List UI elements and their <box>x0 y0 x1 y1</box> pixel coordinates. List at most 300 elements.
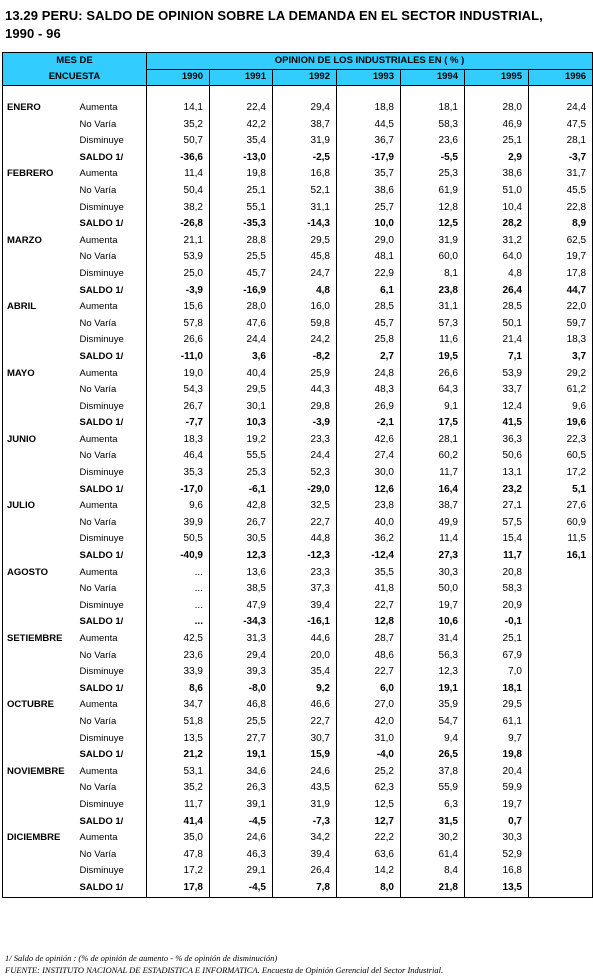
value-cell: 50,5 <box>147 531 210 548</box>
value-cell: 60,0 <box>401 249 465 266</box>
value-cell <box>529 830 593 847</box>
value-cell: 12,8 <box>337 614 401 631</box>
table-row <box>3 863 593 880</box>
row-label: Disminuye <box>78 598 147 615</box>
value-cell: 27,7 <box>210 731 273 748</box>
table-row <box>3 531 593 548</box>
value-cell: -2,1 <box>337 415 401 432</box>
value-cell: 20,4 <box>465 764 529 781</box>
value-cell <box>529 598 593 615</box>
row-label: Disminuye <box>78 664 147 681</box>
value-cell: 12,3 <box>401 664 465 681</box>
row-label: No Varía <box>78 448 147 465</box>
value-cell: -13,0 <box>210 150 273 167</box>
row-label: No Varía <box>78 714 147 731</box>
value-cell: 12,5 <box>401 216 465 233</box>
row-label: Disminuye <box>78 731 147 748</box>
month-cell <box>3 382 78 399</box>
row-label: Aumenta <box>78 432 147 449</box>
value-cell: 30,7 <box>273 731 337 748</box>
table-row <box>3 366 593 383</box>
value-cell <box>529 581 593 598</box>
month-label: AGOSTO <box>3 565 78 582</box>
table-row <box>3 747 593 764</box>
table-row <box>3 598 593 615</box>
month-cell <box>3 648 78 665</box>
value-cell: 24,6 <box>273 764 337 781</box>
year-header: 1993 <box>337 69 401 86</box>
value-cell: 61,9 <box>401 183 465 200</box>
table-row <box>3 465 593 482</box>
value-cell: 12,3 <box>210 548 273 565</box>
month-cell <box>3 664 78 681</box>
value-cell: 19,8 <box>465 747 529 764</box>
table-row <box>3 814 593 831</box>
value-cell: 25,3 <box>401 166 465 183</box>
value-cell: 25,8 <box>337 332 401 349</box>
value-cell: 39,9 <box>147 515 210 532</box>
value-cell: 27,4 <box>337 448 401 465</box>
value-cell: ... <box>147 565 210 582</box>
value-cell: 31,1 <box>401 299 465 316</box>
value-cell: 37,8 <box>401 764 465 781</box>
value-cell <box>529 648 593 665</box>
table-row <box>3 614 593 631</box>
row-label: Aumenta <box>78 233 147 250</box>
month-cell <box>3 150 78 167</box>
value-cell <box>529 863 593 880</box>
value-cell: 17,2 <box>147 863 210 880</box>
spacer-cell <box>3 86 78 101</box>
value-cell: 29,8 <box>273 399 337 416</box>
spacer-cell <box>78 86 147 101</box>
value-cell: 43,5 <box>273 780 337 797</box>
value-cell: 26,4 <box>465 283 529 300</box>
value-cell: 31,5 <box>401 814 465 831</box>
value-cell: 35,7 <box>337 166 401 183</box>
value-cell: 27,1 <box>465 498 529 515</box>
value-cell: 49,9 <box>401 515 465 532</box>
month-cell <box>3 332 78 349</box>
value-cell: 8,0 <box>337 880 401 897</box>
value-cell: -5,5 <box>401 150 465 167</box>
month-label: NOVIEMBRE <box>3 764 78 781</box>
value-cell: 40,4 <box>210 366 273 383</box>
value-cell <box>529 764 593 781</box>
value-cell: 38,6 <box>337 183 401 200</box>
row-label: No Varía <box>78 581 147 598</box>
value-cell: 15,6 <box>147 299 210 316</box>
value-cell: 39,1 <box>210 797 273 814</box>
value-cell <box>529 747 593 764</box>
value-cell: 28,2 <box>465 216 529 233</box>
value-cell: 64,3 <box>401 382 465 399</box>
value-cell: 19,1 <box>210 747 273 764</box>
value-cell: 55,9 <box>401 780 465 797</box>
table-title <box>5 7 543 43</box>
value-cell: 62,3 <box>337 780 401 797</box>
row-label: No Varía <box>78 847 147 864</box>
table-row <box>3 448 593 465</box>
value-cell: 50,1 <box>465 316 529 333</box>
value-cell: 50,0 <box>401 581 465 598</box>
row-label: Disminuye <box>78 797 147 814</box>
table-row <box>3 349 593 366</box>
table-row <box>3 100 593 117</box>
value-cell: 4,8 <box>273 283 337 300</box>
year-header: 1991 <box>210 69 273 86</box>
spacer-cell <box>273 86 337 101</box>
table-row <box>3 515 593 532</box>
value-cell: 31,1 <box>273 200 337 217</box>
row-label: SALDO 1/ <box>78 349 147 366</box>
value-cell: 57,3 <box>401 316 465 333</box>
month-cell <box>3 482 78 499</box>
value-cell: 22,7 <box>273 714 337 731</box>
spacer-cell <box>337 86 401 101</box>
value-cell: 62,5 <box>529 233 593 250</box>
spacer-cell <box>147 86 210 101</box>
value-cell: 12,7 <box>337 814 401 831</box>
value-cell: 19,0 <box>147 366 210 383</box>
value-cell: 27,3 <box>401 548 465 565</box>
value-cell: 42,5 <box>147 631 210 648</box>
value-cell: 16,4 <box>401 482 465 499</box>
value-cell: 25,7 <box>337 200 401 217</box>
mes-header-line-1: MES DE <box>56 55 93 66</box>
row-label: No Varía <box>78 382 147 399</box>
table-row <box>3 631 593 648</box>
value-cell: 50,4 <box>147 183 210 200</box>
table-row <box>3 681 593 698</box>
value-cell: 9,7 <box>465 731 529 748</box>
month-cell <box>3 731 78 748</box>
table-row <box>3 283 593 300</box>
value-cell: 26,5 <box>401 747 465 764</box>
value-cell: -4,5 <box>210 814 273 831</box>
value-cell: 33,9 <box>147 664 210 681</box>
month-cell <box>3 266 78 283</box>
value-cell: 19,5 <box>401 349 465 366</box>
month-label: ABRIL <box>3 299 78 316</box>
row-label: Disminuye <box>78 200 147 217</box>
value-cell: 57,5 <box>465 515 529 532</box>
title-line-2: 1990 - 96 <box>5 26 61 41</box>
value-cell: 28,1 <box>529 133 593 150</box>
value-cell: 23,6 <box>147 648 210 665</box>
value-cell: 8,9 <box>529 216 593 233</box>
value-cell: 21,1 <box>147 233 210 250</box>
value-cell: 22,9 <box>337 266 401 283</box>
value-cell: 12,4 <box>465 399 529 416</box>
value-cell: 51,8 <box>147 714 210 731</box>
value-cell: 19,7 <box>529 249 593 266</box>
month-label: OCTUBRE <box>3 697 78 714</box>
value-cell: 4,8 <box>465 266 529 283</box>
value-cell: 26,3 <box>210 780 273 797</box>
value-cell: 40,0 <box>337 515 401 532</box>
table-row <box>3 548 593 565</box>
year-header: 1990 <box>147 69 210 86</box>
row-label: Aumenta <box>78 565 147 582</box>
value-cell: 31,4 <box>401 631 465 648</box>
value-cell: 28,7 <box>337 631 401 648</box>
value-cell <box>529 697 593 714</box>
value-cell: 6,1 <box>337 283 401 300</box>
month-label: MAYO <box>3 366 78 383</box>
value-cell: 35,2 <box>147 117 210 134</box>
value-cell: 3,7 <box>529 349 593 366</box>
value-cell: ... <box>147 614 210 631</box>
value-cell: 29,5 <box>273 233 337 250</box>
value-cell: 25,0 <box>147 266 210 283</box>
table-row <box>3 797 593 814</box>
value-cell: 14,2 <box>337 863 401 880</box>
row-label: No Varía <box>78 316 147 333</box>
value-cell: 47,5 <box>529 117 593 134</box>
value-cell: 29,1 <box>210 863 273 880</box>
value-cell: 35,3 <box>147 465 210 482</box>
month-label: JULIO <box>3 498 78 515</box>
month-cell <box>3 465 78 482</box>
table-header <box>3 53 593 86</box>
footnote-saldo: 1/ Saldo de opinión : (% de opinión de aumento - % de opinión de disminución) <box>5 953 278 963</box>
month-cell <box>3 598 78 615</box>
value-cell: 31,7 <box>529 166 593 183</box>
table-row <box>3 764 593 781</box>
value-cell: 38,7 <box>273 117 337 134</box>
value-cell: 23,8 <box>337 498 401 515</box>
value-cell: 35,5 <box>337 565 401 582</box>
row-label: Disminuye <box>78 399 147 416</box>
value-cell: 21,8 <box>401 880 465 897</box>
value-cell: 63,6 <box>337 847 401 864</box>
value-cell: 18,3 <box>529 332 593 349</box>
value-cell: 10,0 <box>337 216 401 233</box>
table-body <box>3 86 593 898</box>
table-row <box>3 249 593 266</box>
value-cell: 39,4 <box>273 598 337 615</box>
value-cell: 48,1 <box>337 249 401 266</box>
footnote-source: FUENTE: INSTITUTO NACIONAL DE ESTADISTICA E INFORMATICA. Encuesta de Opinión Gerencial del Sector Industrial. <box>5 965 444 975</box>
value-cell: 34,7 <box>147 697 210 714</box>
value-cell <box>529 631 593 648</box>
value-cell: -14,3 <box>273 216 337 233</box>
value-cell: 36,7 <box>337 133 401 150</box>
value-cell: -17,9 <box>337 150 401 167</box>
value-cell: 55,1 <box>210 200 273 217</box>
row-label: Aumenta <box>78 100 147 117</box>
value-cell: 36,2 <box>337 531 401 548</box>
value-cell: 19,6 <box>529 415 593 432</box>
value-cell: 53,9 <box>465 366 529 383</box>
table-row <box>3 299 593 316</box>
spacer-cell <box>465 86 529 101</box>
value-cell: 19,8 <box>210 166 273 183</box>
month-cell <box>3 714 78 731</box>
value-cell: 52,1 <box>273 183 337 200</box>
value-cell: -34,3 <box>210 614 273 631</box>
value-cell: 46,8 <box>210 697 273 714</box>
value-cell: 31,3 <box>210 631 273 648</box>
value-cell: 35,9 <box>401 697 465 714</box>
row-label: Aumenta <box>78 366 147 383</box>
month-cell <box>3 797 78 814</box>
row-label: SALDO 1/ <box>78 150 147 167</box>
value-cell: 25,5 <box>210 249 273 266</box>
value-cell: 17,8 <box>147 880 210 897</box>
value-cell: 13,5 <box>465 880 529 897</box>
spacer-cell <box>210 86 273 101</box>
value-cell: 28,0 <box>210 299 273 316</box>
title-line-1: 13.29 PERU: SALDO DE OPINION SOBRE LA DEMANDA EN EL SECTOR INDUSTRIAL, <box>5 8 543 23</box>
month-cell <box>3 581 78 598</box>
value-cell: 20,8 <box>465 565 529 582</box>
value-cell: -2,5 <box>273 150 337 167</box>
value-cell: 23,6 <box>401 133 465 150</box>
value-cell: -26,8 <box>147 216 210 233</box>
month-cell <box>3 681 78 698</box>
row-label: SALDO 1/ <box>78 681 147 698</box>
value-cell: 10,6 <box>401 614 465 631</box>
row-label: SALDO 1/ <box>78 216 147 233</box>
value-cell: 46,6 <box>273 697 337 714</box>
value-cell: 11,5 <box>529 531 593 548</box>
value-cell: 25,2 <box>337 764 401 781</box>
value-cell: 54,3 <box>147 382 210 399</box>
row-label: Disminuye <box>78 266 147 283</box>
row-label: SALDO 1/ <box>78 614 147 631</box>
value-cell <box>529 880 593 897</box>
value-cell: 28,5 <box>337 299 401 316</box>
value-cell: 7,0 <box>465 664 529 681</box>
value-cell: -29,0 <box>273 482 337 499</box>
value-cell: -4,5 <box>210 880 273 897</box>
table-row <box>3 233 593 250</box>
value-cell: -6,1 <box>210 482 273 499</box>
value-cell: 45,7 <box>337 316 401 333</box>
value-cell: 0,7 <box>465 814 529 831</box>
value-cell: 29,5 <box>465 697 529 714</box>
value-cell: 20,0 <box>273 648 337 665</box>
value-cell: 24,7 <box>273 266 337 283</box>
value-cell: 42,2 <box>210 117 273 134</box>
value-cell: 11,4 <box>147 166 210 183</box>
value-cell: 38,2 <box>147 200 210 217</box>
value-cell: 41,8 <box>337 581 401 598</box>
value-cell: 28,5 <box>465 299 529 316</box>
value-cell: 18,1 <box>465 681 529 698</box>
value-cell: 46,3 <box>210 847 273 864</box>
row-label: Disminuye <box>78 332 147 349</box>
value-cell: 45,8 <box>273 249 337 266</box>
value-cell <box>529 780 593 797</box>
row-label: Aumenta <box>78 498 147 515</box>
value-cell: 47,8 <box>147 847 210 864</box>
value-cell: 60,2 <box>401 448 465 465</box>
value-cell: 42,6 <box>337 432 401 449</box>
value-cell: 13,1 <box>465 465 529 482</box>
value-cell: 2,9 <box>465 150 529 167</box>
value-cell: 11,4 <box>401 531 465 548</box>
value-cell: 14,1 <box>147 100 210 117</box>
month-cell <box>3 880 78 897</box>
value-cell: 19,2 <box>210 432 273 449</box>
value-cell: 22,8 <box>529 200 593 217</box>
table-row <box>3 332 593 349</box>
value-cell: 29,2 <box>529 366 593 383</box>
value-cell: 24,4 <box>210 332 273 349</box>
value-cell: 53,9 <box>147 249 210 266</box>
value-cell: 44,8 <box>273 531 337 548</box>
value-cell: 9,2 <box>273 681 337 698</box>
value-cell: 3,6 <box>210 349 273 366</box>
row-label: No Varía <box>78 515 147 532</box>
value-cell: 23,8 <box>401 283 465 300</box>
table-row <box>3 731 593 748</box>
value-cell: 44,5 <box>337 117 401 134</box>
value-cell: 26,9 <box>337 399 401 416</box>
value-cell: 28,8 <box>210 233 273 250</box>
table-row <box>3 830 593 847</box>
row-label: SALDO 1/ <box>78 814 147 831</box>
value-cell: 60,5 <box>529 448 593 465</box>
row-label: Aumenta <box>78 166 147 183</box>
month-cell <box>3 216 78 233</box>
value-cell: 30,1 <box>210 399 273 416</box>
value-cell: 48,3 <box>337 382 401 399</box>
value-cell: 8,6 <box>147 681 210 698</box>
value-cell: 30,3 <box>465 830 529 847</box>
value-cell: 24,4 <box>273 448 337 465</box>
value-cell: 31,9 <box>273 797 337 814</box>
value-cell: 22,7 <box>337 664 401 681</box>
month-cell <box>3 847 78 864</box>
value-cell: 31,2 <box>465 233 529 250</box>
spacer-cell <box>529 86 593 101</box>
value-cell: -8,2 <box>273 349 337 366</box>
value-cell: 26,6 <box>401 366 465 383</box>
value-cell: 10,3 <box>210 415 273 432</box>
month-cell <box>3 133 78 150</box>
value-cell <box>529 714 593 731</box>
opinion-header: OPINION DE LOS INDUSTRIALES EN ( % ) <box>147 53 593 70</box>
row-label: Disminuye <box>78 863 147 880</box>
value-cell: 47,9 <box>210 598 273 615</box>
month-cell <box>3 117 78 134</box>
value-cell: 10,4 <box>465 200 529 217</box>
table-row <box>3 183 593 200</box>
value-cell: 16,8 <box>465 863 529 880</box>
row-label: SALDO 1/ <box>78 482 147 499</box>
value-cell: 29,0 <box>337 233 401 250</box>
value-cell: 16,0 <box>273 299 337 316</box>
value-cell: 60,9 <box>529 515 593 532</box>
month-cell <box>3 283 78 300</box>
value-cell: -3,7 <box>529 150 593 167</box>
value-cell: 7,8 <box>273 880 337 897</box>
table-row <box>3 664 593 681</box>
month-label: DICIEMBRE <box>3 830 78 847</box>
value-cell: 58,3 <box>465 581 529 598</box>
value-cell: 44,7 <box>529 283 593 300</box>
value-cell: 25,5 <box>210 714 273 731</box>
row-label: SALDO 1/ <box>78 747 147 764</box>
value-cell: 30,2 <box>401 830 465 847</box>
value-cell: 25,9 <box>273 366 337 383</box>
row-label: No Varía <box>78 648 147 665</box>
month-cell <box>3 863 78 880</box>
